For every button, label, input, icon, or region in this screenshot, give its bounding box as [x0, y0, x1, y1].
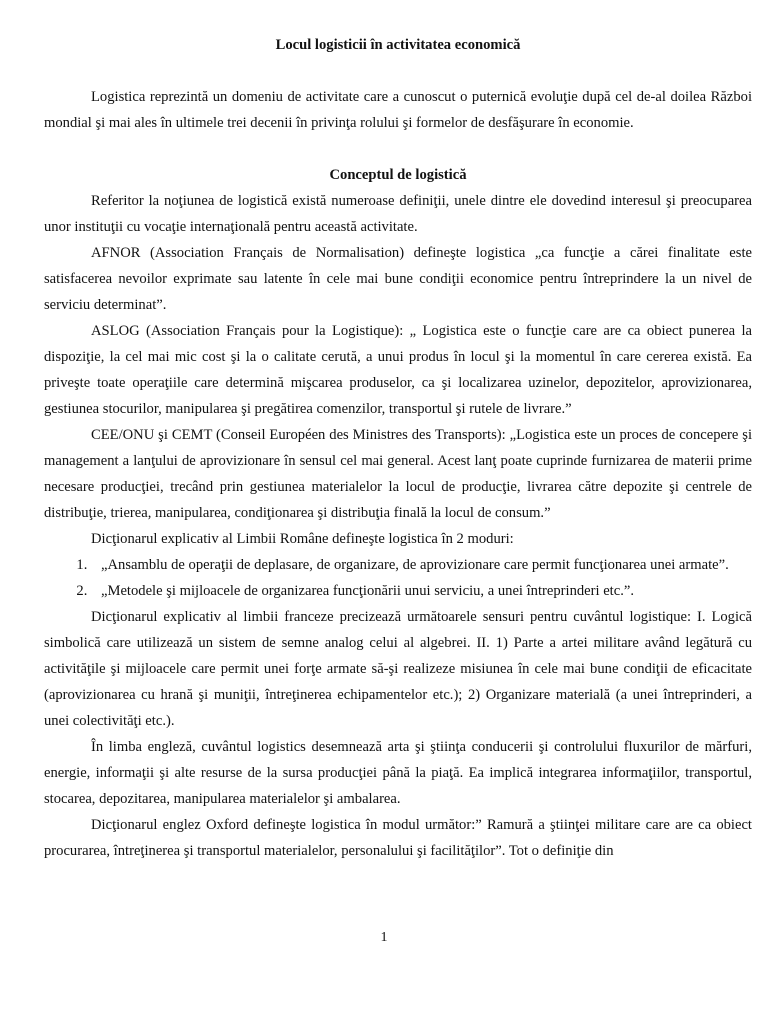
paragraph-french-dictionary: Dicţionarul explicativ al limbii franceze precizează următoarele sensuri pentru cuvântul logistique: I. Logică simbolică care utilizează un sistem de semne analog celui al algebrei. II. 1) Parte a artei militare având legătură cu activităţile şi mijloacele care permit unei forţe armate să-şi realizeze misiunea în cele mai bune condiţii de eficacitate (aprovizionarea cu hrană şi muniţii, întreţinerea echipamentelor etc.); 2) Organizare materială (a unei întreprinderi, a unei colectivităţi etc.).: [44, 609, 752, 729]
section-heading: Conceptul de logistică: [329, 167, 467, 183]
intro-paragraph: Logistica reprezintă un domeniu de activitate care a cunoscut o puternică evoluţie după cel de-al doilea Război mondial şi mai ales în ultimele trei decenii în privinţa rolului şi formelor de desfăşurare în economie.: [44, 89, 752, 131]
paragraph-aslog: ASLOG (Association Français pour la Logistique): „ Logistica este o funcţie care are ca obiect punerea la dispoziţie, la cel mai mic cost şi la o calitate cerută, a unui produs în locul şi la momentul în care cererea există. Ea priveşte toate operaţiile care determină mişcarea produselor, ca şi localizarea uzinelor, depozitelor, aprovizionarea, gestiunea stocurilor, manipularea şi pregătirea comenzilor, transportul şi rutele de livrare.”: [44, 323, 752, 417]
document-page: [44, 32, 752, 864]
paragraph-cee-onu: CEE/ONU şi CEMT (Conseil Européen des Ministres des Transports): „Logistica este un proces de concepere şi management a lanţului de aprovizionare în sensul cel mai general. Acest lanţ poate cuprinde furnizarea de materii prime necesare producţiei, trecând prin gestiunea materialelor la locul de producţie, livrarea către depozite şi centrele de distribuţie, trierea, manipularea, condiţionarea şi distribuţia finală la locul de consum.”: [44, 427, 752, 521]
paragraph-oxford: Dicţionarul englez Oxford defineşte logistica în modul următor:” Ramură a ştiinţei militare care are ca obiect procurarea, întreţinerea şi transportul materialelor, personalului şi facilităţilor”. Tot o definiţie din: [44, 817, 752, 859]
page-number: 1: [380, 930, 388, 945]
list-item: 1. „Ansamblu de operaţii de deplasare, de organizare, de aprovizionare care permit funcţionarea unei armate”.: [91, 552, 752, 578]
paragraph-afnor: AFNOR (Association Français de Normalisation) defineşte logistica „ca funcţie a cărei finalitate este satisfacerea nevoilor exprimate sau latente în cele mai bune condiţii economice pentru întreprindere la un nivel de serviciu determinat”.: [44, 245, 752, 313]
list-item: 2. „Metodele şi mijloacele de organizarea funcţionării unui serviciu, a unei întreprinderi etc.”.: [91, 578, 752, 604]
paragraph-english: În limba engleză, cuvântul logistics desemnează arta şi ştiinţa conducerii şi controlului fluxurilor de mărfuri, energie, informaţii şi alte resurse de la sursa producţiei până la piaţă. Ea implică integrarea informaţiilor, transportul, stocarea, depozitarea, manipularea materialelor şi ambalarea.: [44, 739, 752, 807]
document-title: Locul logisticii în activitatea economică: [275, 37, 521, 53]
paragraph-definitions-intro: Referitor la noţiunea de logistică există numeroase definiţii, unele dintre ele dovedind interesul şi preocuparea unor instituţii cu vocaţie internaţională pentru această activitate.: [44, 193, 752, 235]
paragraph-dex-intro: Dicţionarul explicativ al Limbii Române defineşte logistica în 2 moduri:: [91, 531, 514, 547]
definition-list: [44, 552, 752, 604]
